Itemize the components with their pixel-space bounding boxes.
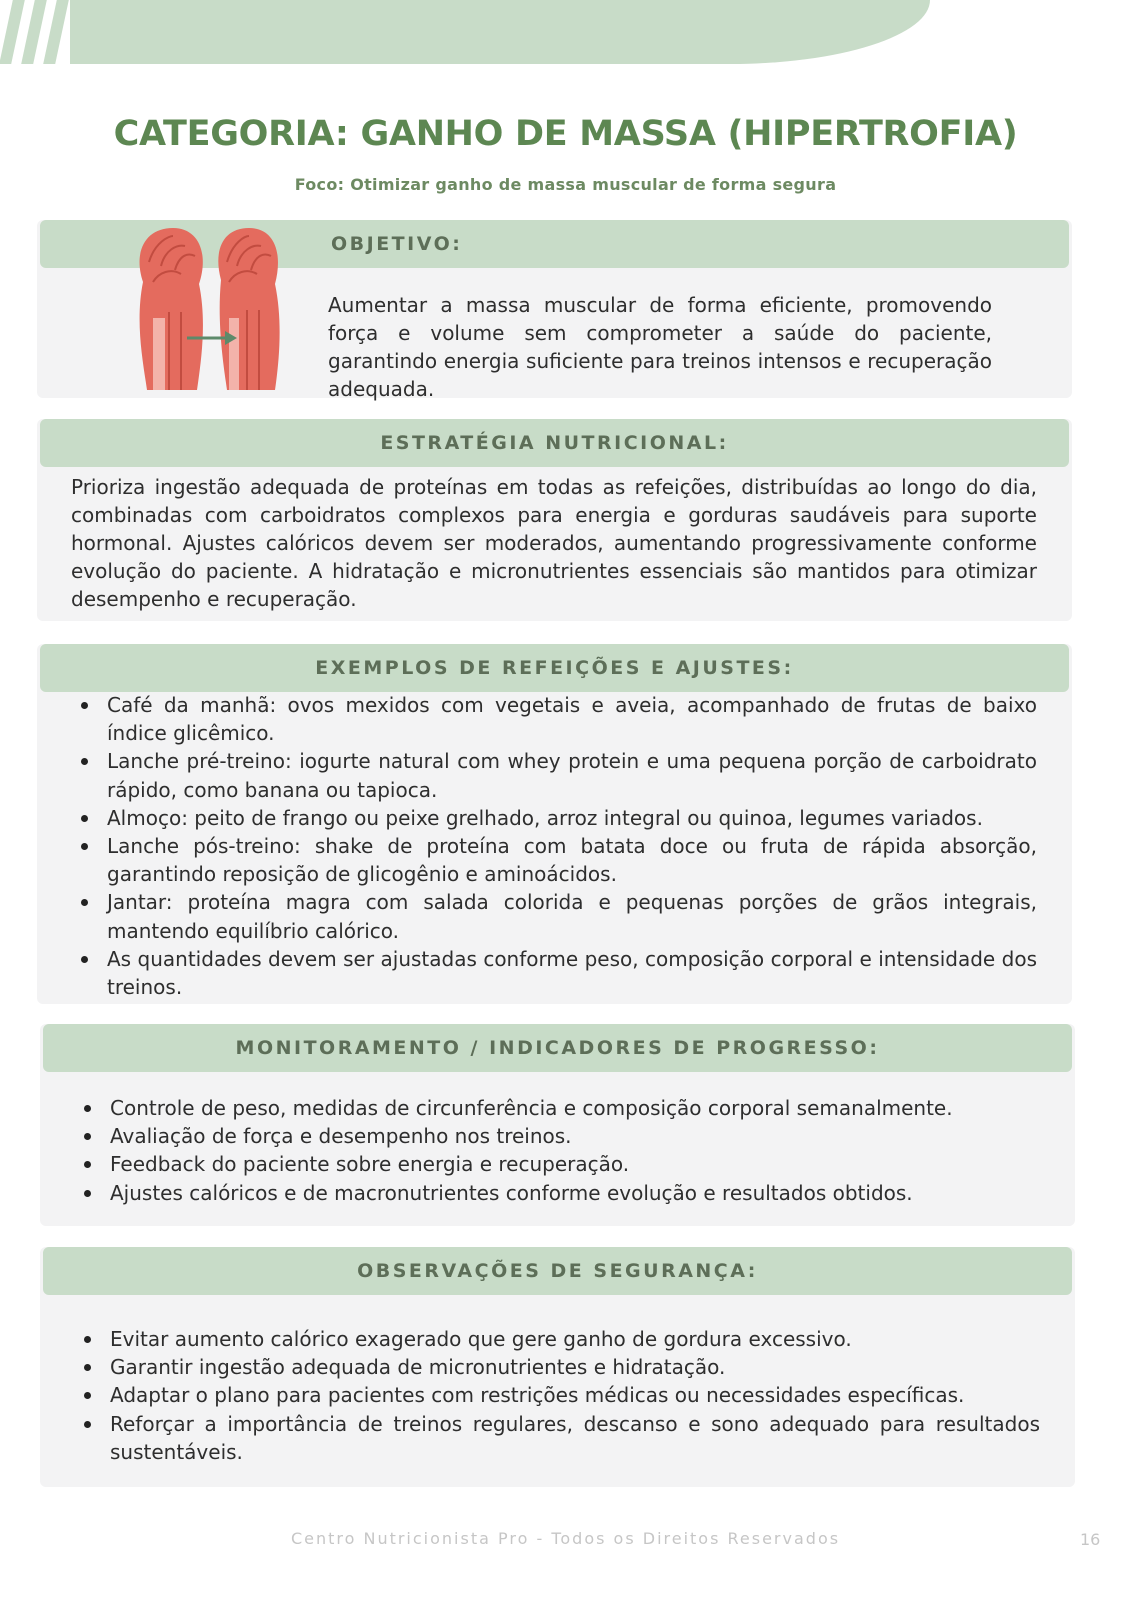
estrategia-card (37, 419, 1072, 621)
monitoramento-card (40, 1024, 1075, 1226)
list-item: Evitar aumento calórico exagerado que gere ganho de gordura excessivo. (75, 1325, 1040, 1353)
monitoramento-header-bar (43, 1024, 1072, 1072)
list-item: Reforçar a importância de treinos regulares, descanso e sono adequado para resultados sustentáveis. (75, 1410, 1040, 1466)
objetivo-text: Aumentar a massa muscular de forma eficiente, promovendo força e volume sem comprometer a saúde do paciente, garantindo energia suficiente para treinos intensos e recuperação adequada. (328, 293, 992, 401)
header-stripe (0, 0, 25, 64)
exemplos-heading: EXEMPLOS DE REFEIÇÕES E AJUSTES: (315, 657, 794, 679)
list-item: Lanche pós-treino: shake de proteína com batata doce ou fruta de rápida absorção, garantindo reposição de glicogênio e aminoácidos. (72, 832, 1037, 888)
list-item: Almoço: peito de frango ou peixe grelhado, arroz integral ou quinoa, legumes variados. (72, 804, 1037, 832)
list-item: Adaptar o plano para pacientes com restrições médicas ou necessidades específicas. (75, 1381, 1040, 1409)
seguranca-heading: OBSERVAÇÕES DE SEGURANÇA: (357, 1260, 758, 1282)
page-title: CATEGORIA: GANHO DE MASSA (HIPERTROFIA) (113, 114, 1018, 154)
list-item: Jantar: proteína magra com salada colorida e pequenas porções de grãos integrais, mantendo equilíbrio calórico. (72, 888, 1037, 944)
header-stripe (43, 0, 69, 64)
page-number: 16 (1080, 1530, 1101, 1549)
objetivo-heading: OBJETIVO: (331, 233, 463, 255)
exemplos-header-bar (40, 644, 1069, 692)
estrategia-text: Prioriza ingestão adequada de proteínas em todas as refeições, distribuídas ao longo do dia, combinadas com carboidratos complexos para energia e gorduras saudáveis para suporte hormonal. Ajustes calóricos devem ser moderados, aumentando progressivamente conforme evolução do paciente. A hidratação e micronutrientes essenciais são mantidos para otimizar desempenho e recuperação. (71, 475, 1037, 611)
list-item: Lanche pré-treino: iogurte natural com whey protein e uma pequena porção de carboidrato rápido, como banana ou tapioca. (72, 747, 1037, 803)
list-item: Controle de peso, medidas de circunferência e composição corporal semanalmente. (75, 1094, 1040, 1122)
exemplos-list (72, 691, 1037, 1001)
muscle-growth-icon (125, 222, 285, 392)
objetivo-card (37, 220, 1072, 401)
seguranca-list (75, 1325, 1040, 1466)
estrategia-header-bar (40, 419, 1069, 467)
page-subtitle: Foco: Otimizar ganho de massa muscular de forma segura (294, 175, 837, 194)
list-item: Café da manhã: ovos mexidos com vegetais e aveia, acompanhado de frutas de baixo índice glicêmico. (72, 691, 1037, 747)
list-item: Feedback do paciente sobre energia e recuperação. (75, 1150, 1040, 1178)
list-item: Ajustes calóricos e de macronutrientes conforme evolução e resultados obtidos. (75, 1179, 1040, 1207)
header-stripe (21, 0, 47, 64)
footer-text: Centro Nutricionista Pro - Todos os Direitos Reservados (290, 1529, 841, 1548)
seguranca-card (40, 1247, 1075, 1487)
monitoramento-heading: MONITORAMENTO / INDICADORES DE PROGRESSO: (235, 1037, 880, 1059)
seguranca-header-bar (43, 1247, 1072, 1295)
estrategia-heading: ESTRATÉGIA NUTRICIONAL: (380, 432, 729, 454)
exemplos-card (37, 644, 1072, 1004)
list-item: Garantir ingestão adequada de micronutrientes e hidratação. (75, 1353, 1040, 1381)
monitoramento-list (75, 1094, 1040, 1207)
list-item: Avaliação de força e desempenho nos treinos. (75, 1122, 1040, 1150)
list-item: As quantidades devem ser ajustadas conforme peso, composição corporal e intensidade dos treinos. (72, 945, 1037, 1001)
header-band (70, 0, 930, 64)
